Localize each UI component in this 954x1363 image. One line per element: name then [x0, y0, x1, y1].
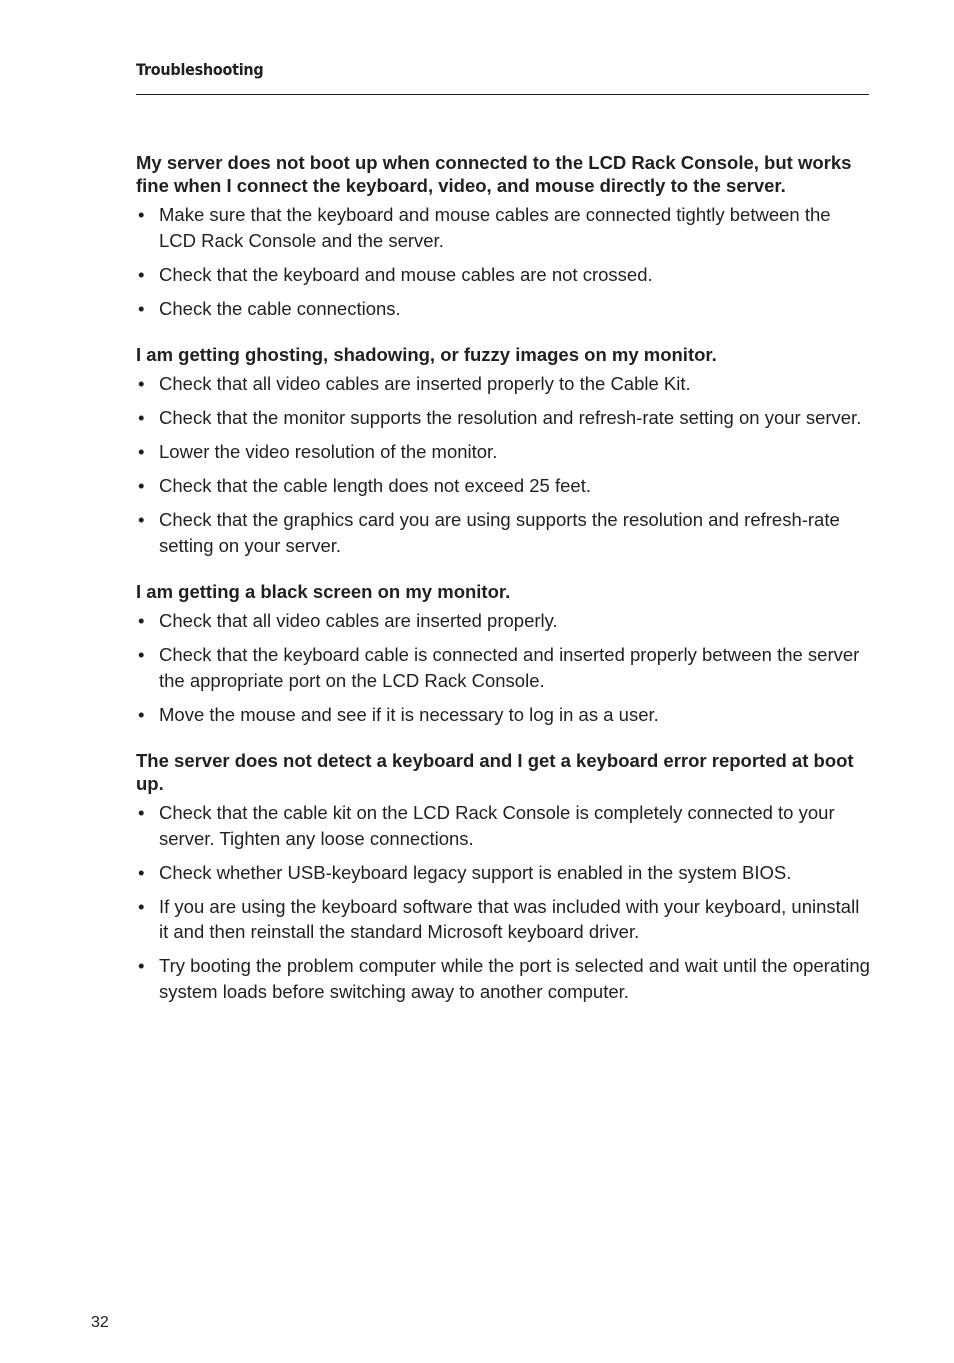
list-item-text: Check that the keyboard and mouse cables are not crossed.: [159, 263, 653, 285]
list-item: [136, 405, 871, 431]
faq-answer-list: [136, 800, 871, 1004]
list-item-text: Make sure that the keyboard and mouse cables are connected tightly between the LCD Rack Console and the server.: [159, 204, 831, 251]
bullet-icon: •: [138, 703, 145, 725]
faq-section-boot: [136, 151, 871, 321]
faq-answer-list: [136, 371, 871, 558]
list-item: [136, 894, 871, 945]
faq-question: I am getting a black screen on my monitor.: [136, 581, 511, 602]
list-item: [136, 296, 871, 322]
bullet-icon: •: [138, 263, 145, 285]
list-item-text: Check that the graphics card you are using supports the resolution and refresh-rate setting on your server.: [159, 509, 840, 556]
faq-section-ghosting: [136, 343, 871, 558]
list-item-text: Check that the cable kit on the LCD Rack Console is completely connected to your server. Tighten any loose connections.: [159, 802, 835, 849]
list-item: [136, 642, 871, 693]
faq-question: I am getting ghosting, shadowing, or fuzzy images on my monitor.: [136, 344, 717, 365]
list-item: [136, 860, 871, 886]
bullet-icon: •: [138, 610, 145, 631]
list-item: [136, 702, 871, 728]
list-item-text: If you are using the keyboard software that was included with your keyboard, uninstall it and then reinstall the standard Microsoft keyboard driver.: [159, 895, 860, 942]
faq-answer-list: [136, 202, 871, 321]
faq-section-keyboard-error: [136, 749, 871, 1004]
bullet-icon: •: [138, 802, 145, 823]
bullet-icon: •: [138, 955, 145, 976]
bullet-icon: •: [138, 861, 145, 883]
bullet-icon: •: [138, 475, 145, 496]
faq-question: My server does not boot up when connected to the LCD Rack Console, but works fine when I connect the keyboard, video, and mouse directly to the server.: [136, 152, 852, 196]
list-item-text: Check that the monitor supports the resolution and refresh-rate setting on your server.: [159, 407, 862, 428]
list-item-text: Check whether USB-keyboard legacy support is enabled in the system BIOS.: [159, 861, 792, 883]
bullet-icon: •: [138, 204, 145, 225]
list-item-text: Check that the keyboard cable is connected and inserted properly between the server the appropriate port on the LCD Rack Console.: [159, 644, 860, 691]
page-number: 32: [91, 1314, 109, 1331]
list-item-text: Check that all video cables are inserted properly to the Cable Kit.: [159, 373, 691, 394]
bullet-icon: •: [138, 895, 145, 917]
list-item: [136, 439, 871, 465]
page-header: [136, 58, 869, 95]
troubleshooting-content: [136, 151, 871, 1026]
list-item-text: Check that the cable length does not exceed 25 feet.: [159, 475, 591, 496]
faq-question: The server does not detect a keyboard and I get a keyboard error reported at boot up.: [136, 750, 854, 794]
faq-section-black-screen: [136, 580, 871, 727]
list-item: [136, 608, 871, 634]
list-item: [136, 473, 871, 499]
bullet-icon: •: [138, 407, 145, 428]
list-item: [136, 507, 871, 558]
header-title: Troubleshooting: [136, 60, 264, 79]
bullet-icon: •: [138, 297, 145, 319]
bullet-icon: •: [138, 441, 145, 462]
bullet-icon: •: [138, 373, 145, 394]
list-item-text: Try booting the problem computer while the port is selected and wait until the operating system loads before switching away to another computer.: [159, 955, 870, 1002]
list-item: [136, 953, 871, 1004]
bullet-icon: •: [138, 644, 145, 665]
list-item: [136, 800, 871, 851]
list-item: [136, 202, 871, 253]
list-item-text: Lower the video resolution of the monitor.: [159, 441, 498, 462]
list-item-text: Check the cable connections.: [159, 297, 401, 319]
list-item: [136, 371, 871, 397]
list-item-text: Move the mouse and see if it is necessary to log in as a user.: [159, 703, 659, 725]
list-item: [136, 262, 871, 288]
bullet-icon: •: [138, 509, 145, 530]
list-item-text: Check that all video cables are inserted properly.: [159, 610, 558, 631]
faq-answer-list: [136, 608, 871, 727]
